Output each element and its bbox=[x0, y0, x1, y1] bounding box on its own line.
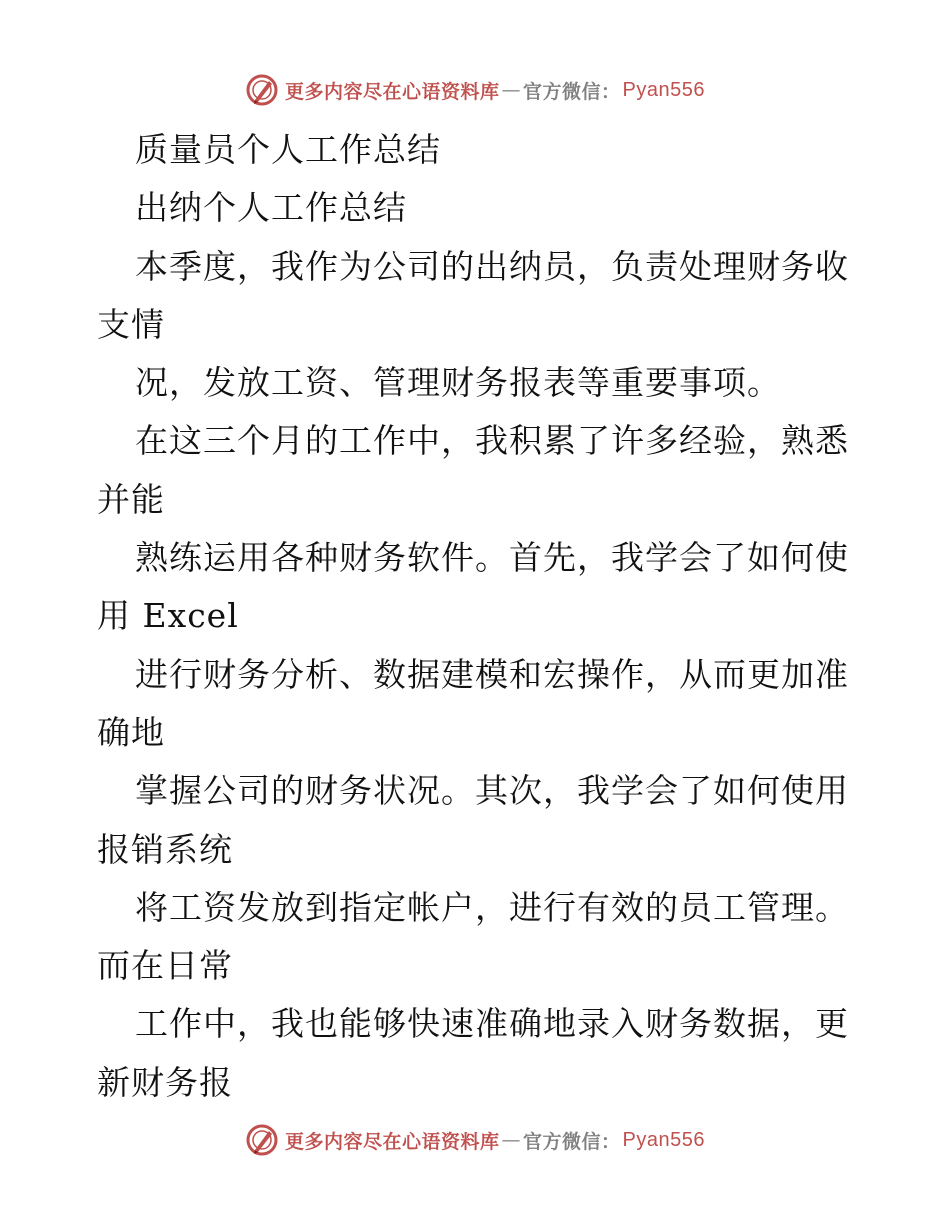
footer-banner-wechat-id: Pyan556 bbox=[622, 1128, 705, 1151]
footer-banner bbox=[0, 1120, 950, 1160]
footer-banner-official: 官方微信： bbox=[523, 1130, 621, 1153]
footer-banner-main: 更多内容尽在心语资料库 bbox=[285, 1130, 500, 1153]
body-line: 报销系统 bbox=[97, 829, 233, 869]
body-line: 本季度，我作为公司的出纳员，负责处理财务收 bbox=[135, 246, 849, 286]
footer-banner-dash: — bbox=[501, 1129, 522, 1151]
header-banner-main: 更多内容尽在心语资料库 bbox=[285, 80, 500, 103]
body-line: 支情 bbox=[97, 304, 165, 344]
header-banner-wechat-id: Pyan556 bbox=[622, 78, 705, 101]
header-banner-text bbox=[285, 77, 705, 104]
body-line: 工作中，我也能够快速准确地录入财务数据，更 bbox=[135, 1004, 849, 1044]
body-line: 质量员个人工作总结 bbox=[135, 130, 441, 169]
red-pen-circle-icon bbox=[245, 73, 279, 107]
body-line: 新财务报 bbox=[97, 1062, 233, 1102]
header-banner bbox=[0, 70, 950, 110]
header-banner-dash: — bbox=[501, 79, 522, 101]
body-line: 掌握公司的财务状况。其次，我学会了如何使用 bbox=[135, 771, 849, 811]
body-line: 用 Excel bbox=[97, 596, 239, 636]
footer-banner-text bbox=[285, 1127, 705, 1154]
body-line: 况，发放工资、管理财务报表等重要事项。 bbox=[135, 363, 781, 403]
header-banner-official: 官方微信： bbox=[523, 80, 621, 103]
body-line: 熟练运用各种财务软件。首先，我学会了如何使 bbox=[135, 538, 849, 578]
body-line: 并能 bbox=[97, 479, 165, 519]
body-line: 确地 bbox=[97, 712, 165, 752]
body-line: 而在日常 bbox=[97, 946, 233, 986]
body-line: 出纳个人工作总结 bbox=[135, 188, 407, 228]
body-line: 将工资发放到指定帐户，进行有效的员工管理。 bbox=[135, 887, 849, 927]
body-line: 在这三个月的工作中，我积累了许多经验，熟悉 bbox=[135, 421, 849, 461]
body-text bbox=[97, 121, 877, 1112]
red-pen-circle-icon bbox=[245, 1123, 279, 1157]
body-line: 进行财务分析、数据建模和宏操作，从而更加准 bbox=[135, 654, 849, 694]
